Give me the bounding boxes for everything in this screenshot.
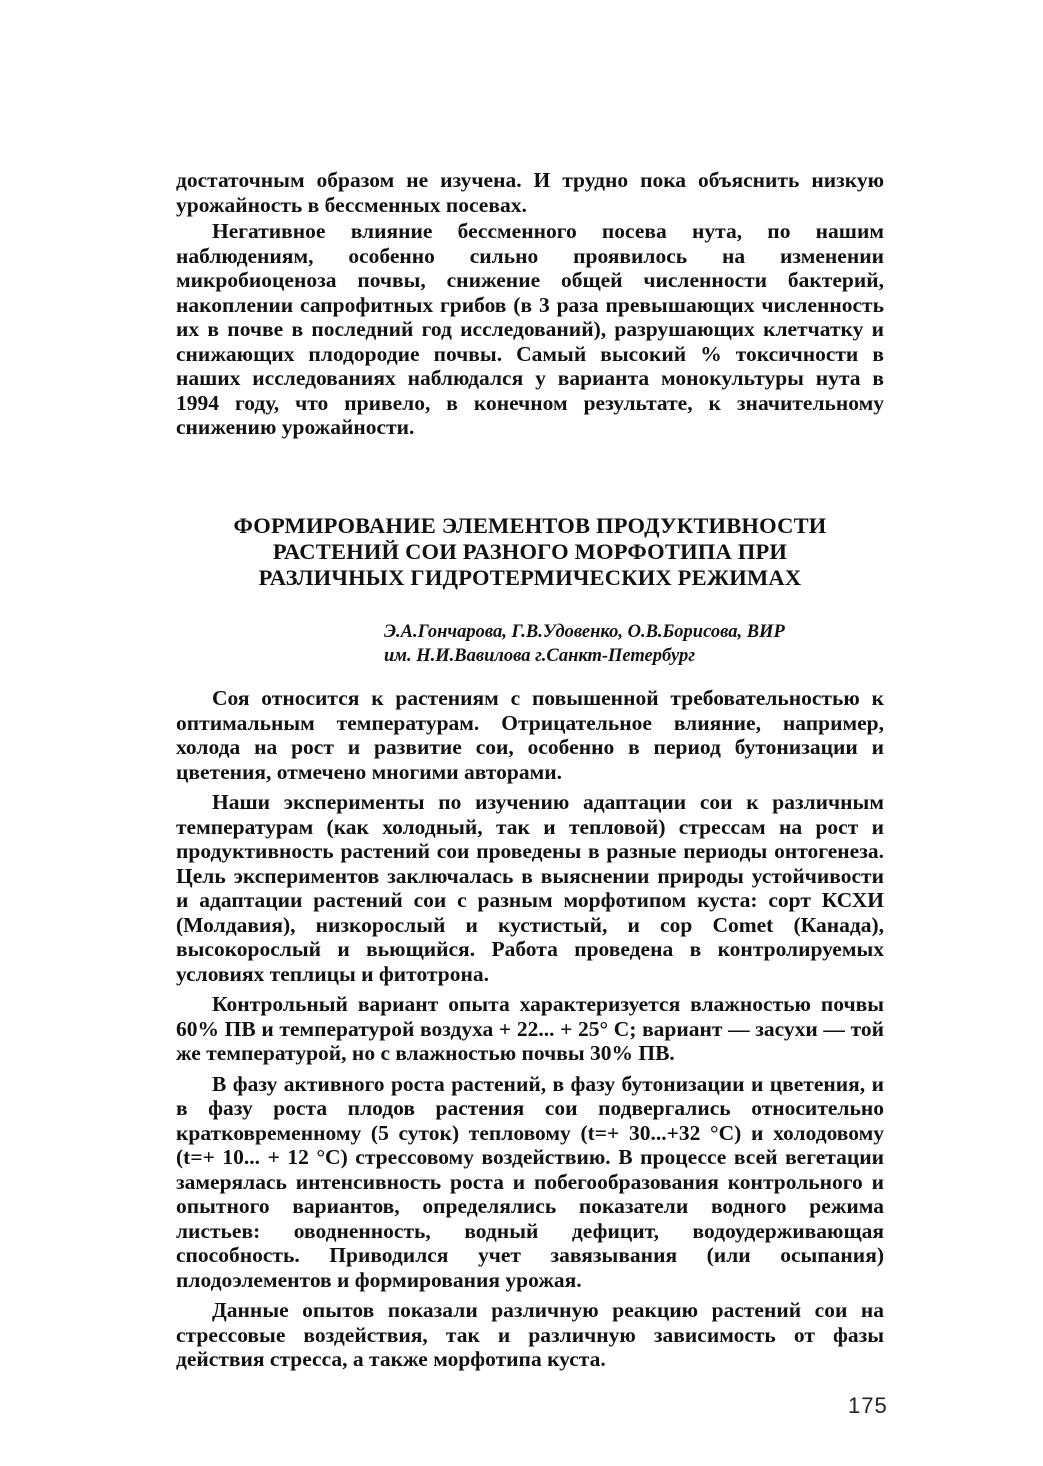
continued-text-section (176, 168, 884, 440)
article-title-line: ФОРМИРОВАНИЕ ЭЛЕМЕНТОВ ПРОДУКТИВНОСТИ (233, 513, 827, 538)
body-paragraph: Данные опытов показали различную реакцию растений сои на стрессовые воздействия, так и различную зависимость от фазы действия стресса, а также морфотипа куста. (176, 1298, 884, 1371)
page-number: 175 (848, 1393, 888, 1418)
article-title (176, 513, 884, 591)
article-title-line: РАСТЕНИЙ СОИ РАЗНОГО МОРФОТИПА ПРИ (272, 539, 788, 564)
body-paragraph: Контрольный вариант опыта характеризуется влажностью почвы 60% ПВ и температурой воздуха + 22... + 25° С; вариант — засухи — той же температурой, но с влажностью почвы 30% ПВ. (176, 992, 884, 1065)
article-authors (384, 620, 884, 668)
body-paragraph: В фазу активного роста растений, в фазу бутонизации и цветения, и в фазу роста плодов растения сои подвергались относительно кратковременному (5 суток) тепловому (t=+ 30...+32 °С) и холодовому (t=+ 10... + 12 °С) стрессовому воздействию. В процессе всей вегетации замерялась интенсивность роста и побегообразования контрольного и опытного вариантов, определялись показатели водного режима листьев: оводненность, водный дефицит, водоудерживающая способность. Приводился учет завязывания (или осыпания) плодоэлементов и формирования урожая. (176, 1071, 884, 1292)
article-body (176, 686, 884, 1372)
body-paragraph: Соя относится к растениям с повышенной требовательностью к оптимальным температурам. Отрицательное влияние, например, холода на рост и развитие сои, особенно в период бутонизации и цветения, отмечено многими авторами. (176, 686, 884, 784)
negative-effect-paragraph: Негативное влияние бессменного посева нута, по нашим наблюдениям, особенно сильно проявилось на изменении микробиоценоза почвы, снижение общей численности бактерий, накоплении сапрофитных грибов (в 3 раза превышающих численность их в почве в последний год исследований), разрушающих клетчатку и снижающих плодородие почвы. Самый высокий % токсичности в наших исследованиях наблюдался у варианта монокультуры нута в 1994 году, что привело, в конечном результате, к значительному снижению урожайности. (176, 219, 884, 439)
affiliation-line: им. Н.И.Вавилова г.Санкт-Петербург (384, 646, 696, 666)
article-title-line: РАЗЛИЧНЫХ ГИДРОТЕРМИЧЕСКИХ РЕЖИМАХ (258, 565, 802, 590)
authors-line: Э.А.Гончарова, Г.В.Удовенко, О.В.Борисова, ВИР (384, 622, 785, 642)
body-paragraph: Наши эксперименты по изучению адаптации сои к различным температурам (как холодный, так и тепловой) стрессам на рост и продуктивность растений сои проведены в разные периоды онтогенеза. Цель экспериментов заключалась в выяснении природы устойчивости и адаптации растений сои с разным морфотипом куста: сорт КСХИ (Молдавия), низкорослый и кустистый, и сор Comet (Канада), высокорослый и вьющийся. Работа проведена в контролируемых условиях теплицы и фитотрона. (176, 790, 884, 986)
continued-paragraph: достаточным образом не изучена. И трудно пока объяснить низкую урожайность в бессменных посевах. (176, 168, 884, 217)
